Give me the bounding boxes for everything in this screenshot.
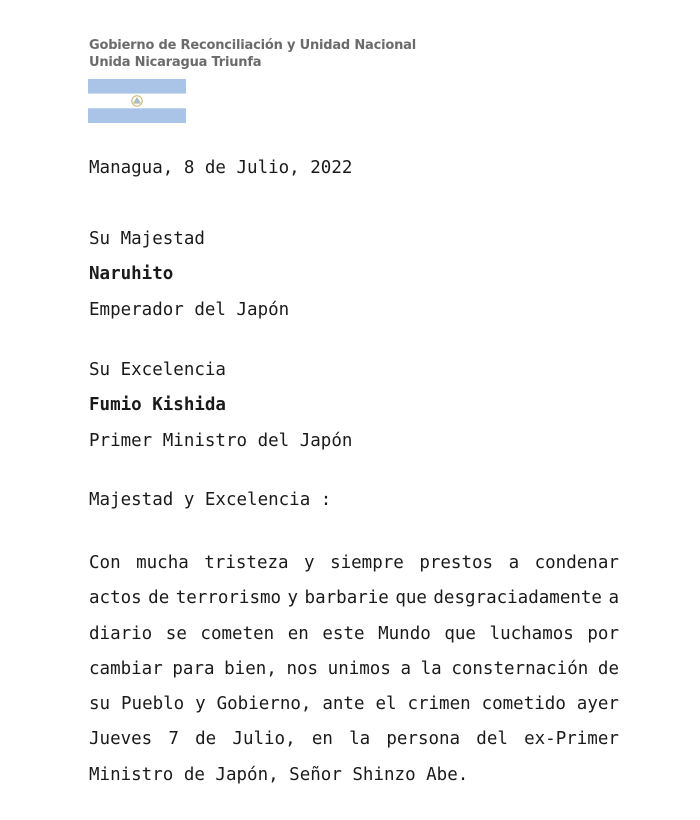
body-line: Con mucha tristeza y siempre prestos a condenar (89, 553, 619, 573)
date-line: Managua, 8 de Julio, 2022 (89, 158, 353, 178)
body-line: cambiar para bien, nos unimos a la consternación de (89, 658, 619, 679)
recipient-name: Naruhito (89, 264, 174, 284)
letterhead-slogan: Unida Nicaragua Triunfa (89, 55, 262, 70)
letter-body (89, 548, 619, 795)
body-line: diario se cometen en este Mundo que luchamos por (89, 623, 619, 644)
body-line: Ministro de Japón, Señor Shinzo Abe. (89, 764, 469, 785)
recipient-title: Emperador del Japón (89, 300, 290, 320)
nicaragua-flag-icon (88, 79, 186, 123)
body-line: actos de terrorismo y barbarie que desgraciadamente a (89, 588, 619, 609)
greeting: Majestad y Excelencia : (89, 490, 332, 510)
body-line: su Pueblo y Gobierno, ante el crimen cometido ayer (89, 694, 619, 715)
recipient-salutation: Su Excelencia (89, 360, 226, 380)
letterhead (89, 37, 416, 71)
recipient-salutation: Su Majestad (89, 229, 205, 249)
recipient-name: Fumio Kishida (89, 395, 226, 415)
letterhead-government-name: Gobierno de Reconciliación y Unidad Nacional (89, 38, 416, 53)
body-line: Jueves 7 de Julio, en la persona del ex-Primer (89, 729, 619, 750)
recipient-title: Primer Ministro del Japón (89, 431, 353, 451)
